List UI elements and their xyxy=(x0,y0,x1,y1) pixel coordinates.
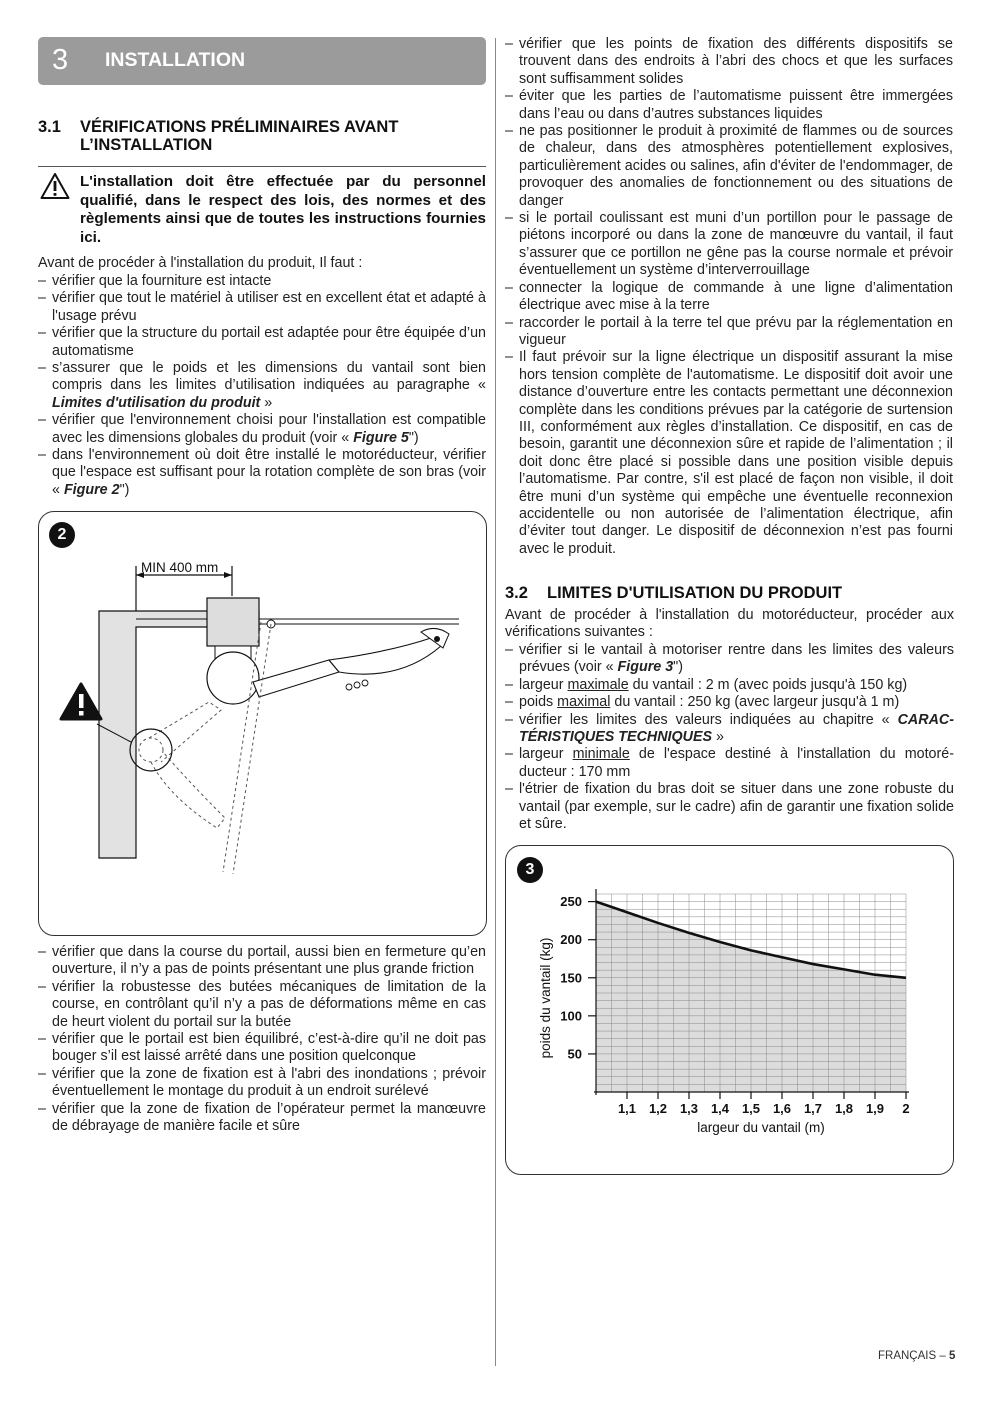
list-item: – vérifier que dans la course du portail, aussi bien en fermeture qu’en ouverture, il n’y a pas de points présentant une plus grande friction xyxy=(38,944,486,979)
list-item xyxy=(38,447,486,499)
checklist-3-1-continued xyxy=(38,944,486,1135)
x-tick-label: 1,5 xyxy=(741,1101,761,1116)
warning-text: L'installation doit être effectuée par du personnel qualifié, dans le respect des lois, des normes et des règlements ainsi que de toutes les instructions fournies ici. xyxy=(80,173,486,246)
emphasis: Figure 5 xyxy=(353,429,409,446)
emphasis: maximal xyxy=(557,694,611,711)
list-item xyxy=(38,412,486,447)
text: ") xyxy=(119,481,130,498)
checklist-3-1 xyxy=(38,273,486,499)
list-item xyxy=(505,746,954,781)
column-separator xyxy=(495,38,496,1366)
list-item xyxy=(505,694,954,711)
y-tick-label: 250 xyxy=(560,894,582,910)
page-footer xyxy=(878,1350,955,1362)
y-tick-label: 200 xyxy=(560,932,582,948)
list-item: – vérifier que le portail est bien équilibré, c’est-à-dire qu’il ne doit pas bouger s’il est laissé arrêté dans une position quelconque xyxy=(38,1031,486,1066)
checklist-right xyxy=(505,36,953,558)
list-item xyxy=(38,360,486,412)
x-tick-label: 1,3 xyxy=(679,1101,699,1116)
list-item: – éviter que les parties de l’automatisme puissent être immergées dans l’eau ou dans d’autres substances liquides xyxy=(505,88,953,123)
x-tick-label: 1,2 xyxy=(648,1101,668,1116)
list-item: – vérifier que la zone de fixation est à l'abri des inondations ; prévoir éventuellement le montage du produit à un endroit surélevé xyxy=(38,1066,486,1101)
x-tick-label: 1,1 xyxy=(617,1101,637,1116)
heading-3-1-line2: L’INSTALLATION xyxy=(80,136,213,154)
list-item xyxy=(505,642,954,677)
intro-3-1: Avant de procéder à l'installation du produit, Il faut : xyxy=(38,255,363,271)
heading-3-1-number: 3.1 xyxy=(38,118,61,136)
section-title: INSTALLATION xyxy=(105,49,246,71)
list-item: – Il faut prévoir sur la ligne électrique un dispositif assurant la mise hors tension complète de l'automatisme. Le dispositif doit avoir une distance d’ouverture entre les contacts permettant une déconnexion complète dans les conditions prévues par la catégorie de surtension III, conformément aux règles d’installation. Ce dispositif, en cas de besoin, garantit une déconnexion sûre et rapide de l’alimentation ; il doit donc être placé si possible dans une position visible depuis l’automatisme. Par contre, s'il est placé de façon non visible, il doit être muni d’un système qui empêche une éventuelle reconnexion accidentelle ou non autorisée de l’alimentation électrique, afin d’éviter tout danger. Le dispositif de déconnexion n’est pas fourni avec le produit. xyxy=(505,349,953,558)
x-tick-label: 1,4 xyxy=(710,1101,730,1116)
list-item xyxy=(505,677,954,694)
list-item: – l'étrier de fixation du bras doit se situer dans une zone robuste du vantail (par exemple, sur le cadre) afin de garantir une fixation solide et sûre. xyxy=(505,781,954,833)
y-tick-label: 50 xyxy=(567,1046,582,1062)
heading-3-1-line1: VÉRIFICATIONS PRÉLIMINAIRES AVANT xyxy=(80,118,399,136)
intro-3-2: Avant de procéder à l'installation du motoréducteur, procéder aux vérifications suivantes : xyxy=(505,607,954,641)
text: de l'espace destiné à l'installation du motoréducteur : 170 mm xyxy=(519,746,954,780)
text: vérifier que l'environnement choisi pour l'installation est compatible avec les dimensions globales du produit (voir « xyxy=(52,412,486,446)
list-item: – vérifier que la zone de fixation de l’opérateur permet la manœuvre de débrayage de manière facile et sûre xyxy=(38,1101,486,1136)
list-item: – vérifier que la fourniture est intacte xyxy=(38,273,486,290)
list-item: – vérifier que la structure du portail est adaptée pour être équipée d’un automatisme xyxy=(38,325,486,360)
warning-icon xyxy=(40,172,70,200)
emphasis: CARACTÉRISTIQUES TECHNIQUES xyxy=(519,711,954,746)
text: poids xyxy=(519,694,558,711)
text: vérifier les limites des valeurs indiquées au chapitre « xyxy=(519,711,898,728)
x-tick-label: 1,6 xyxy=(772,1101,792,1116)
list-item: – si le portail coulissant est muni d’un portillon pour le passage de piétons incorporé ou dans la zone de manœuvre du vantail, il faut s’assurer que ce portillon ne gêne pas la course normale et prévoir éventuellement un système d’interverrouillage xyxy=(505,210,953,280)
motor-body xyxy=(207,598,259,646)
list-item: – ne pas positionner le produit à proximité de flammes ou de sources de chaleur, dans des atmosphères potentiellement explosives, particulièrement acides ou salines, afin d'éviter de l'endommager, de provoquer des anomalies de fonctionnement ou des situations de danger xyxy=(505,123,953,210)
dimension-label: MIN 400 mm xyxy=(141,560,219,575)
x-tick-label: 1,7 xyxy=(803,1101,823,1116)
x-tick-label: 2 xyxy=(902,1101,910,1116)
text: dans l'environnement où doit être installé le motoréducteur, vérifier que l'espace est suffisant pour la rotation complète de son bras (voir « xyxy=(52,447,486,498)
x-tick-label: 1,9 xyxy=(865,1101,885,1116)
text: s’assurer que le poids et les dimensions du vantail sont bien compris dans les limites d’utilisation indiquées au paragraphe « xyxy=(52,360,486,394)
text: ") xyxy=(673,659,683,676)
emphasis: Figure 2 xyxy=(63,481,120,498)
y-tick-label: 150 xyxy=(560,970,582,986)
list-item: – vérifier que tout le matériel à utiliser est en excellent état et adapté à l'usage prévu xyxy=(38,290,486,325)
figure-3-badge: 3 xyxy=(517,857,543,883)
text: » xyxy=(260,394,273,411)
heading-3-1 xyxy=(38,118,486,158)
emphasis: Figure 3 xyxy=(617,659,674,676)
text: vérifier si le vantail à motoriser rentre dans les limites des valeurs prévues (voir « xyxy=(519,642,954,676)
emphasis: minimale xyxy=(572,746,630,763)
motor-drum xyxy=(207,652,259,704)
y-axis-label: poids du vantail (kg) xyxy=(538,937,553,1059)
heading-rule xyxy=(38,166,486,167)
text: » xyxy=(712,729,724,746)
figure-2-drawing xyxy=(39,512,486,935)
footer-language: FRANÇAIS – xyxy=(878,1350,949,1362)
checklist-3-2 xyxy=(505,642,954,833)
list-item: – vérifier que les points de fixation des différents dispositifs se trouvent dans des endroits à l’abri des chocs et que les surfaces sont suffisamment solides xyxy=(505,36,953,88)
arm-main xyxy=(253,660,339,697)
heading-3-2-title: LIMITES D'UTILISATION DU PRODUIT xyxy=(547,584,843,602)
section-number: 3 xyxy=(52,44,69,76)
x-axis-label: largeur du vantail (m) xyxy=(697,1120,825,1135)
heading-3-2 xyxy=(505,584,953,604)
list-item: – vérifier la robustesse des butées mécaniques de limitation de la course, en contrôlant qu’il n’y a pas de déformations même en cas de heurt violent du portail sur la butée xyxy=(38,979,486,1031)
list-item: – raccorder le portail à la terre tel que prévu par la réglementation en vigueur xyxy=(505,315,953,350)
emphasis: Limites d'utilisation du produit xyxy=(52,394,261,411)
figure-3 xyxy=(505,845,954,1175)
heading-3-2-number: 3.2 xyxy=(505,584,528,602)
text: du vantail : 250 kg (avec largeur jusqu'à 1 m) xyxy=(610,694,900,711)
text: du vantail : 2 m (avec poids jusqu'à 150 kg) xyxy=(628,676,908,693)
text: ") xyxy=(408,429,419,446)
arm-bend xyxy=(329,638,441,674)
y-tick-label: 100 xyxy=(560,1008,582,1024)
section-banner xyxy=(38,37,486,85)
figure-2 xyxy=(38,511,487,936)
x-tick-label: 1,8 xyxy=(834,1101,854,1116)
page-number: 5 xyxy=(948,1350,956,1362)
list-item xyxy=(505,712,954,747)
list-item: – connecter la logique de commande à une ligne d’alimentation électrique avec mise à la terre xyxy=(505,280,953,315)
weight-width-chart xyxy=(506,846,953,1174)
text: largeur xyxy=(519,746,573,763)
figure-2-badge: 2 xyxy=(49,522,75,548)
emphasis: maximale xyxy=(567,676,629,693)
text: largeur xyxy=(519,676,568,693)
